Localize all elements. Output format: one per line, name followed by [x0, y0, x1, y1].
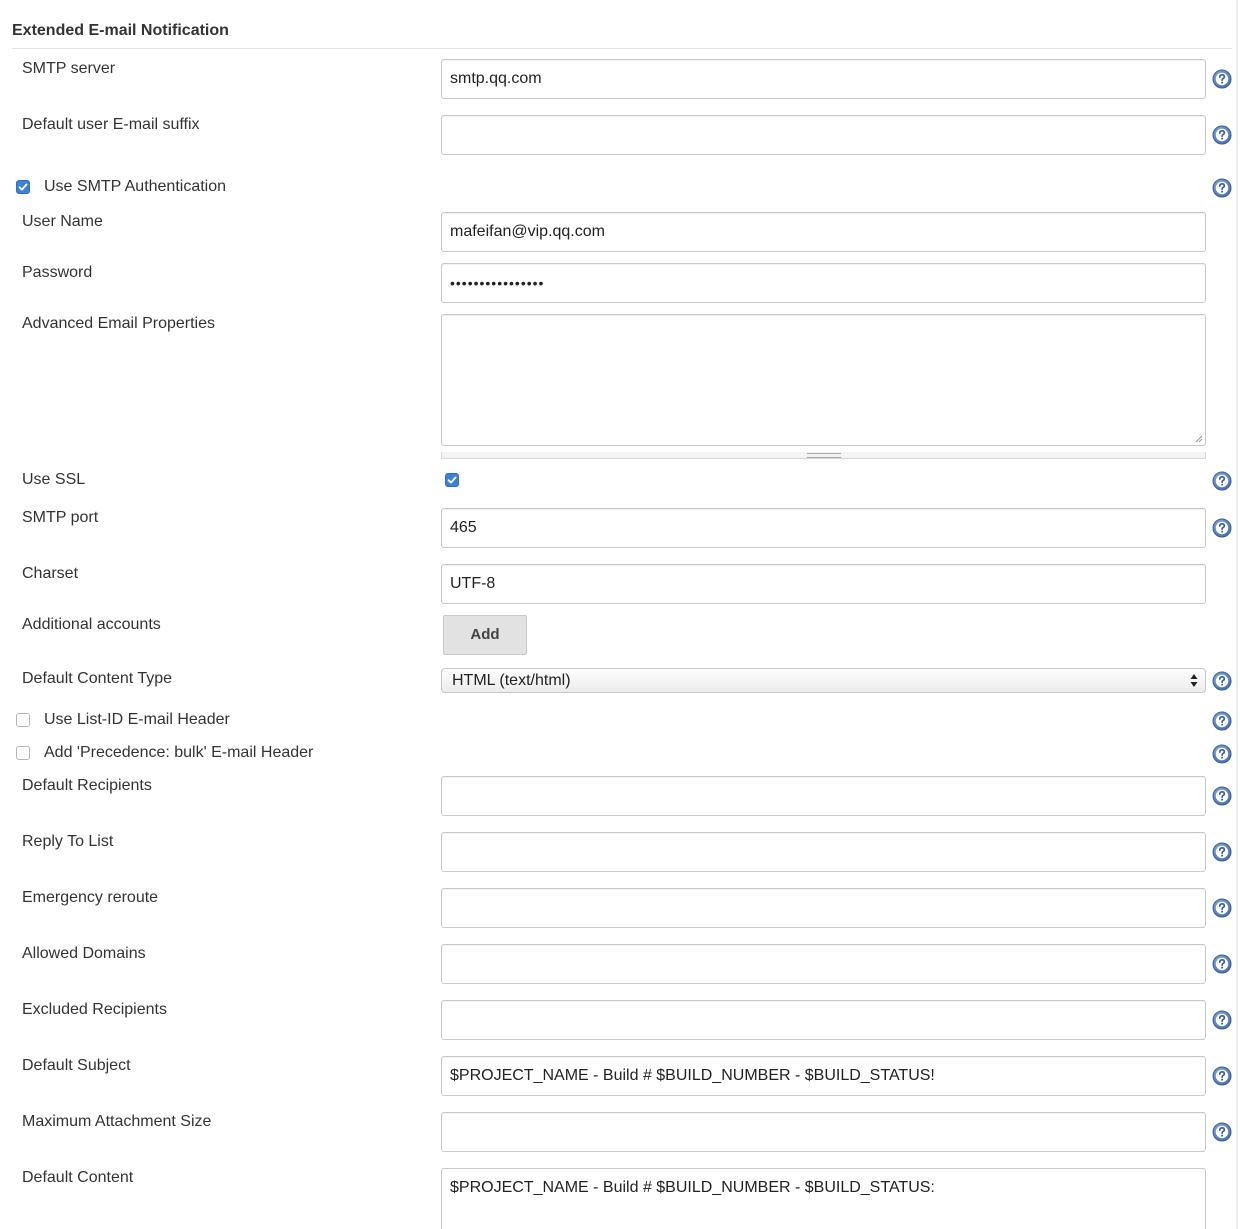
help-icon[interactable]	[1212, 518, 1232, 538]
help-icon[interactable]	[1212, 1066, 1232, 1086]
select-arrows-icon	[1190, 673, 1198, 688]
reply-to-label: Reply To List	[22, 833, 114, 850]
advanced-props-textarea[interactable]	[441, 314, 1206, 446]
help-icon[interactable]	[1212, 178, 1232, 198]
default-content-textarea[interactable]: $PROJECT_NAME - Build # $BUILD_NUMBER - $BUILD_STATUS:	[441, 1168, 1206, 1229]
help-icon[interactable]	[1212, 671, 1232, 691]
advanced-props-label: Advanced Email Properties	[22, 315, 215, 332]
resize-grip-icon[interactable]	[1193, 433, 1203, 443]
excluded-recipients-label: Excluded Recipients	[22, 1001, 167, 1018]
charset-label: Charset	[22, 565, 79, 582]
additional-accounts-label: Additional accounts	[22, 616, 161, 633]
reply-to-input[interactable]	[441, 832, 1206, 872]
smtp-auth-label: Use SMTP Authentication	[44, 178, 227, 195]
textarea-resize-bar[interactable]	[441, 452, 1206, 459]
content-type-value: HTML (text/html)	[452, 672, 571, 689]
use-ssl-checkbox[interactable]	[445, 473, 459, 487]
help-icon[interactable]	[1212, 954, 1232, 974]
add-account-button[interactable]: Add	[443, 615, 527, 655]
help-icon[interactable]	[1212, 898, 1232, 918]
precedence-checkbox[interactable]	[16, 746, 30, 760]
max-attachment-label: Maximum Attachment Size	[22, 1113, 212, 1130]
smtp-port-input[interactable]: 465	[441, 508, 1206, 548]
password-label: Password	[22, 264, 93, 281]
smtp-server-input[interactable]: smtp.qq.com	[441, 59, 1206, 99]
emergency-reroute-input[interactable]	[441, 888, 1206, 928]
help-icon[interactable]	[1212, 1122, 1232, 1142]
help-icon[interactable]	[1212, 1010, 1232, 1030]
emergency-reroute-label: Emergency reroute	[22, 889, 159, 906]
precedence-label: Add 'Precedence: bulk' E-mail Header	[44, 744, 314, 761]
list-id-checkbox[interactable]	[16, 713, 30, 727]
content-type-label: Default Content Type	[22, 670, 173, 687]
password-input[interactable]: ••••••••••••••••	[441, 263, 1206, 303]
smtp-port-label: SMTP port	[22, 509, 99, 526]
section-title: Extended E-mail Notification	[12, 22, 229, 39]
smtp-auth-checkbox[interactable]	[16, 180, 30, 194]
user-name-input[interactable]: mafeifan@vip.qq.com	[441, 212, 1206, 252]
panel-border	[1236, 0, 1238, 1229]
allowed-domains-input[interactable]	[441, 944, 1206, 984]
help-icon[interactable]	[1212, 842, 1232, 862]
help-icon[interactable]	[1212, 69, 1232, 89]
help-icon[interactable]	[1212, 711, 1232, 731]
help-icon[interactable]	[1212, 786, 1232, 806]
resize-handle-icon[interactable]	[807, 453, 841, 458]
smtp-server-label: SMTP server	[22, 60, 116, 77]
default-recipients-label: Default Recipients	[22, 777, 152, 794]
charset-input[interactable]: UTF-8	[441, 564, 1206, 604]
max-attachment-input[interactable]	[441, 1112, 1206, 1152]
user-name-label: User Name	[22, 213, 103, 230]
default-suffix-label: Default user E-mail suffix	[22, 116, 200, 133]
default-subject-input[interactable]: $PROJECT_NAME - Build # $BUILD_NUMBER - $BUILD_STATUS!	[441, 1056, 1206, 1096]
content-type-select[interactable]	[441, 668, 1206, 693]
default-subject-label: Default Subject	[22, 1057, 131, 1074]
help-icon[interactable]	[1212, 744, 1232, 764]
excluded-recipients-input[interactable]	[441, 1000, 1206, 1040]
default-recipients-input[interactable]	[441, 776, 1206, 816]
section-divider	[12, 48, 1232, 49]
allowed-domains-label: Allowed Domains	[22, 945, 146, 962]
default-suffix-input[interactable]	[441, 115, 1206, 155]
default-content-label: Default Content	[22, 1169, 134, 1186]
help-icon[interactable]	[1212, 125, 1232, 145]
help-icon[interactable]	[1212, 471, 1232, 491]
use-ssl-label: Use SSL	[22, 471, 86, 488]
list-id-label: Use List-ID E-mail Header	[44, 711, 230, 728]
